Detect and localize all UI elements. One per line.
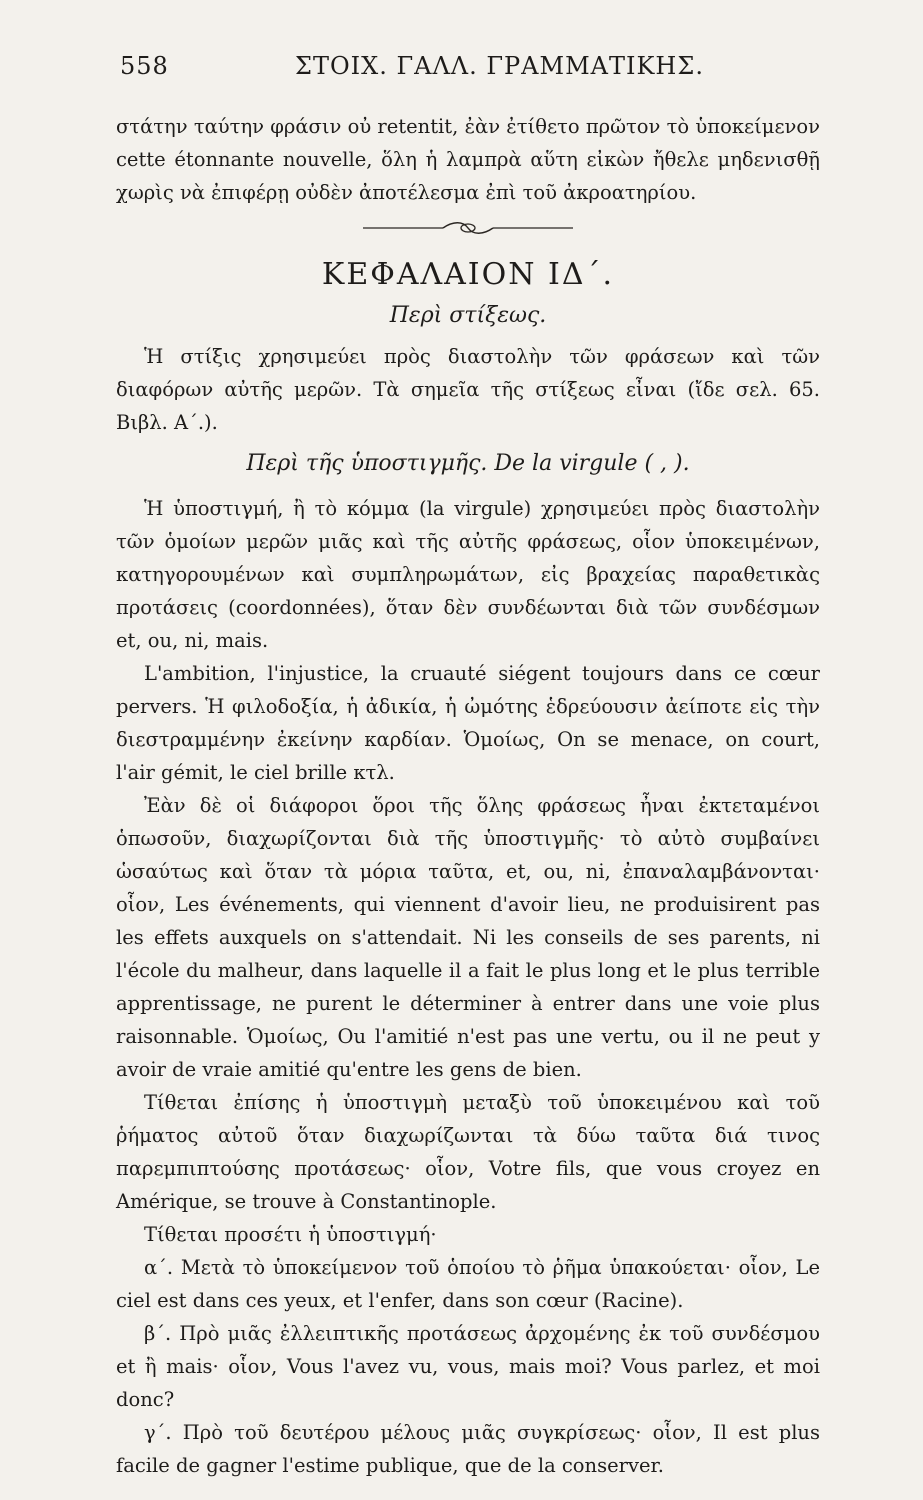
intro-paragraph: στάτην ταύτην φράσιν οὐ retentit, ἐὰν ἐτίθετο πρῶτον τὸ ὑποκείμενον cette étonnante nouvelle, ὅλη ἡ λαμπρὰ αὕτη εἰκὼν ἤθελε μηδενισθῇ χωρὶς νὰ ἐπιφέρῃ οὐδὲν ἀποτέλεσμα ἐπὶ τοῦ ἀκροατηρίου. — [116, 115, 820, 204]
paragraph: Τίθεται ἐπίσης ἡ ὑποστιγμὴ μεταξὺ τοῦ ὑποκειμένου καὶ τοῦ ῥήματος αὐτοῦ ὅταν διαχωρίζωνται τὰ δύω ταῦτα διά τινος παρεμπιπτούσης προτάσεως· οἷον, Votre fils, que vous croyez en Amérique, se trouve à Constantinople. — [116, 1091, 820, 1213]
paragraph: L'ambition, l'injustice, la cruauté siégent toujours dans ce cœur pervers. Ἡ φιλοδοξία, ἡ ἀδικία, ἡ ὠμότης ἑδρεύουσιν ἀείποτε εἰς τὴν διεστραμμένην ἐκείνην καρδίαν. Ὁμοίως, On se menace, on court, l'air gémit, le ciel brille κτλ. — [116, 662, 820, 784]
list-item: γ΄. Πρὸ τοῦ δευτέρου μέλους μιᾶς συγκρίσεως· οἷον, Il est plus facile de gagner l'estime publique, que de la conserver. — [116, 1421, 820, 1477]
subsection-title: Περὶ τῆς ὑποστιγμῆς. De la virgule ( , ). — [246, 451, 690, 476]
section-paragraph: Ἡ στίξις χρησιμεύει πρὸς διαστολὴν τῶν φράσεων καὶ τῶν διαφόρων αὐτῆς μερῶν. Τὰ σημεῖα τῆς στίξεως εἶναι (ἴδε σελ. 65. Βιβλ. Α΄.). — [116, 345, 820, 434]
running-title: ΣΤΟΙΧ. ΓΑΛΛ. ΓΡΑΜΜΑΤΙΚΗΣ. — [295, 52, 704, 80]
list-item: α΄. Μετὰ τὸ ὑποκείμενον τοῦ ὁποίου τὸ ῥῆμα ὑπακούεται· οἷον, Le ciel est dans ces yeux, et l'enfer, dans son cœur (Racine). — [116, 1256, 820, 1312]
paragraph: Τίθεται προσέτι ἡ ὑποστιγμή· — [144, 1223, 437, 1246]
list-item: β΄. Πρὸ μιᾶς ἐλλειπτικῆς προτάσεως ἀρχομένης ἐκ τοῦ συνδέσμου et ἢ mais· οἷον, Vous l'avez vu, vous, mais moi? Vous parlez, et moi donc? — [116, 1322, 820, 1411]
divider-ornament-icon — [363, 219, 573, 237]
page-number: 558 — [120, 52, 169, 80]
paragraph: Ἡ ὑποστιγμή, ἢ τὸ κόμμα (la virgule) χρησιμεύει πρὸς διαστολὴν τῶν ὁμοίων μερῶν μιᾶς καὶ τῆς αὐτῆς φράσεως, οἷον ὑποκειμένων, κατηγορουμένων καὶ συμπληρωμάτων, εἰς βραχείας παραθετικὰς προτάσεις (coordonnées), ὅταν δὲν συνδέωνται διὰ τῶν συνδέσμων et, ou, ni, mais. — [116, 497, 820, 652]
paragraph: Ἐὰν δὲ οἱ διάφοροι ὅροι τῆς ὅλης φράσεως ἦναι ἐκτεταμένοι ὁπωσοῦν, διαχωρίζονται διὰ τῆς ὑποστιγμῆς· τὸ αὐτὸ συμβαίνει ὡσαύτως καὶ ὅταν τὰ μόρια ταῦτα, et, ou, ni, ἐπαναλαμβάνονται· οἷον, Les événements, qui viennent d'avoir lieu, ne produisirent pas les effets auxquels on s'attendait. Ni les conseils de ses parents, ni l'école du malheur, dans laquelle il a fait le plus long et le plus terrible apprentissage, ne purent le déterminer à entrer dans une voie plus raisonnable. Ὁμοίως, Ou l'amitié n'est pas une vertu, ou il ne peut y avoir de vraie amitié qu'entre les gens de bien. — [116, 794, 820, 1081]
chapter-title: ΚΕΦΑΛΑΙΟΝ ΙΔ΄. — [321, 257, 615, 292]
page-body — [116, 110, 820, 1482]
section-title: Περὶ στίξεως. — [389, 303, 547, 328]
